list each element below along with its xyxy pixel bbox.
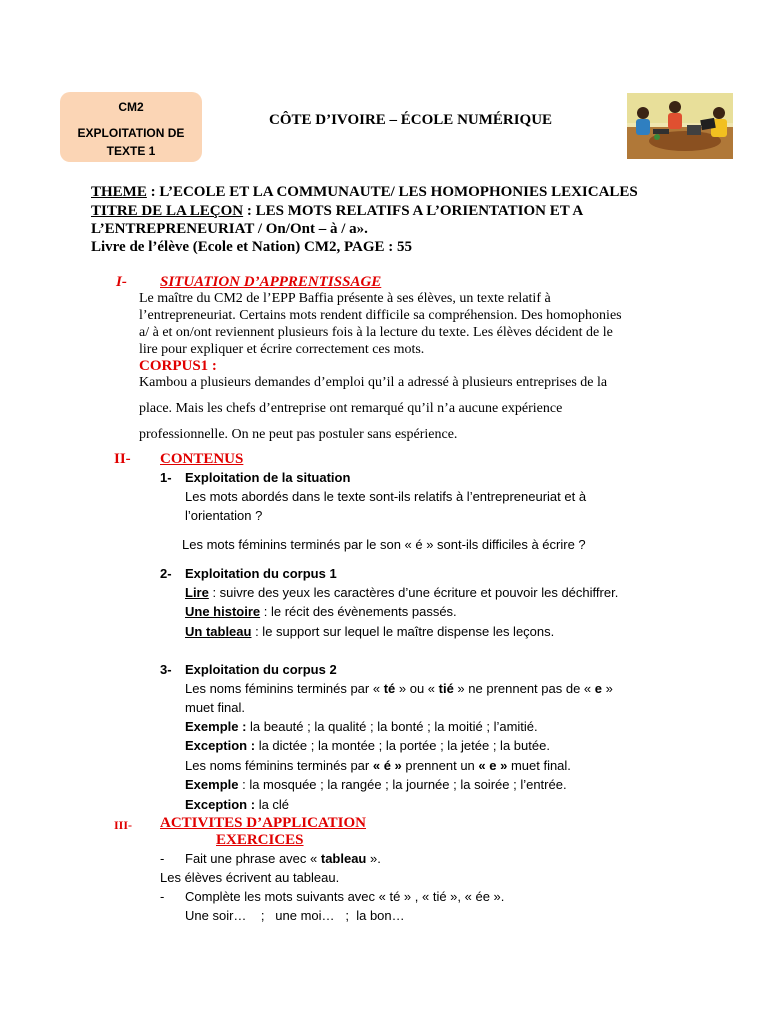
item-3-title: Exploitation du corpus 2 xyxy=(185,662,337,677)
rule-2-e1: « é » xyxy=(372,758,402,773)
example-2-label: Exemple xyxy=(185,777,239,792)
classroom-icon xyxy=(627,93,733,159)
exception-2 xyxy=(185,797,289,812)
definition-tableau-term: Un tableau xyxy=(185,624,252,639)
corpus1-line-1: Kambou a plusieurs demandes d’emploi qu’il a adressé à plusieurs entreprises de la xyxy=(139,375,608,390)
rule-2-e2: « e » xyxy=(478,758,508,773)
titre-line-2: L’ENTREPRENEURIAT / On/Ont – à / a». xyxy=(91,221,368,237)
corpus1-line-2: place. Mais les chefs d’entreprise ont remarqué qu’il n’a aucune expérience xyxy=(139,401,563,416)
section-3-number: III- xyxy=(114,818,133,832)
page-title: CÔTE D’IVOIRE – ÉCOLE NUMÉRIQUE xyxy=(269,112,553,128)
rule-2-part-a: Les noms féminins terminés par xyxy=(185,758,373,773)
item-1-line-2: l’orientation ? xyxy=(185,508,263,523)
example-1-label: Exemple : xyxy=(185,719,247,734)
titre-text-1: : LES MOTS RELATIFS A L’ORIENTATION ET A xyxy=(243,203,584,219)
livre-reference: Livre de l’élève (Ecole et Nation) CM2, PAGE : 55 xyxy=(91,239,413,255)
example-1-text: la beauté ; la qualité ; la bonté ; la moitié ; l’amitié. xyxy=(246,719,538,734)
section-3-title: ACTIVITES D’APPLICATION xyxy=(160,815,367,831)
exercise-1-part-c: ». xyxy=(366,851,381,866)
bullet-dash-2: - xyxy=(160,889,165,904)
definition-lire-term: Lire xyxy=(185,585,209,600)
situation-line-4: lire pour expliquer et écrire correctement ces mots. xyxy=(139,342,425,357)
badge-level: CM2 xyxy=(118,100,144,114)
exercise-1-part-a: Fait une phrase avec « xyxy=(185,851,321,866)
situation-line-3: a/ à et on/ont reviennent plusieurs fois à la lecture du texte. Les élèves décident de le xyxy=(139,325,613,340)
exercise-1 xyxy=(185,851,381,866)
rule-2-part-b: prennent un xyxy=(401,758,479,773)
exercise-1-instruction: Les élèves écrivent au tableau. xyxy=(160,870,340,885)
bullet-dash-1: - xyxy=(160,851,165,866)
rule-1-tie: tié xyxy=(438,681,454,696)
exercises-subtitle: EXERCICES xyxy=(216,832,304,848)
badge-line-1: EXPLOITATION DE xyxy=(77,126,185,140)
exception-1-text: la dictée ; la montée ; la portée ; la jetée ; la butée. xyxy=(255,738,550,753)
titre-line-1 xyxy=(91,203,583,220)
section-1-title: SITUATION D’APPRENTISSAGE xyxy=(160,274,382,290)
exercise-2-words: Une soir… ; une moi… ; la bon… xyxy=(185,908,405,923)
item-1-line-3: Les mots féminins terminés par le son « é » sont-ils difficiles à écrire ? xyxy=(182,537,586,552)
rule-1-part-c: » ne prennent pas de « xyxy=(453,681,595,696)
rule-1-part-b: » ou « xyxy=(395,681,439,696)
rule-1-te: té xyxy=(383,681,396,696)
rule-2-part-c: muet final. xyxy=(507,758,571,773)
definition-histoire xyxy=(185,604,457,619)
section-1-number: I- xyxy=(116,274,127,290)
situation-line-2: l’entrepreneuriat. Certains mots rendent difficile sa compréhension. Des homophonies xyxy=(139,308,622,323)
rule-1-part-a: Les noms féminins terminés par « xyxy=(185,681,384,696)
definition-lire xyxy=(185,585,618,600)
section-2-number: II- xyxy=(114,451,131,467)
example-2 xyxy=(185,777,567,792)
rule-1-line-1 xyxy=(185,681,613,696)
item-1-title: Exploitation de la situation xyxy=(185,470,351,485)
rule-1-part-d: » xyxy=(602,681,613,696)
example-2-text: : la mosquée ; la rangée ; la journée ; la soirée ; l’entrée. xyxy=(238,777,567,792)
definition-lire-text: : suivre des yeux les caractères d’une écriture et pouvoir les déchiffrer. xyxy=(208,585,619,600)
titre-label: TITRE DE LA LEÇON xyxy=(91,203,244,219)
item-3-number: 3- xyxy=(160,662,172,677)
corpus1-title: CORPUS1 : xyxy=(139,358,217,374)
exercise-1-word: tableau xyxy=(320,851,367,866)
corpus1-line-3: professionnelle. On ne peut pas postuler sans espérience. xyxy=(139,427,458,442)
exception-2-text: la clé xyxy=(255,797,290,812)
classroom-illustration xyxy=(627,93,733,159)
definition-histoire-text: : le récit des évènements passés. xyxy=(260,604,457,619)
situation-line-1: Le maître du CM2 de l’EPP Baffia présente à ses élèves, un texte relatif à xyxy=(139,291,551,306)
level-badge xyxy=(60,92,202,162)
definition-tableau xyxy=(185,624,554,639)
example-1 xyxy=(185,719,538,734)
item-1-line-1: Les mots abordés dans le texte sont-ils relatifs à l’entrepreneuriat et à xyxy=(185,489,587,504)
theme-line xyxy=(91,184,638,201)
item-2-number: 2- xyxy=(160,566,172,581)
theme-label: THEME xyxy=(91,184,147,200)
definition-tableau-text: : le support sur lequel le maître dispense les leçons. xyxy=(251,624,555,639)
rule-2-line xyxy=(185,758,571,773)
section-2-title: CONTENUS xyxy=(160,451,244,467)
rule-1-e: e xyxy=(594,681,602,696)
definition-histoire-term: Une histoire xyxy=(185,604,261,619)
item-1-number: 1- xyxy=(160,470,172,485)
exception-1-label: Exception : xyxy=(185,738,256,753)
theme-text: : L’ECOLE ET LA COMMUNAUTE/ LES HOMOPHONIES LEXICALES xyxy=(146,184,638,200)
exception-1 xyxy=(185,738,550,753)
item-2-title: Exploitation du corpus 1 xyxy=(185,566,337,581)
badge-line-2: TEXTE 1 xyxy=(106,144,156,158)
exception-2-label: Exception : xyxy=(185,797,256,812)
exercise-2: Complète les mots suivants avec « té » , « tié », « ée ». xyxy=(185,889,505,904)
rule-1-line-2: muet final. xyxy=(185,700,245,715)
